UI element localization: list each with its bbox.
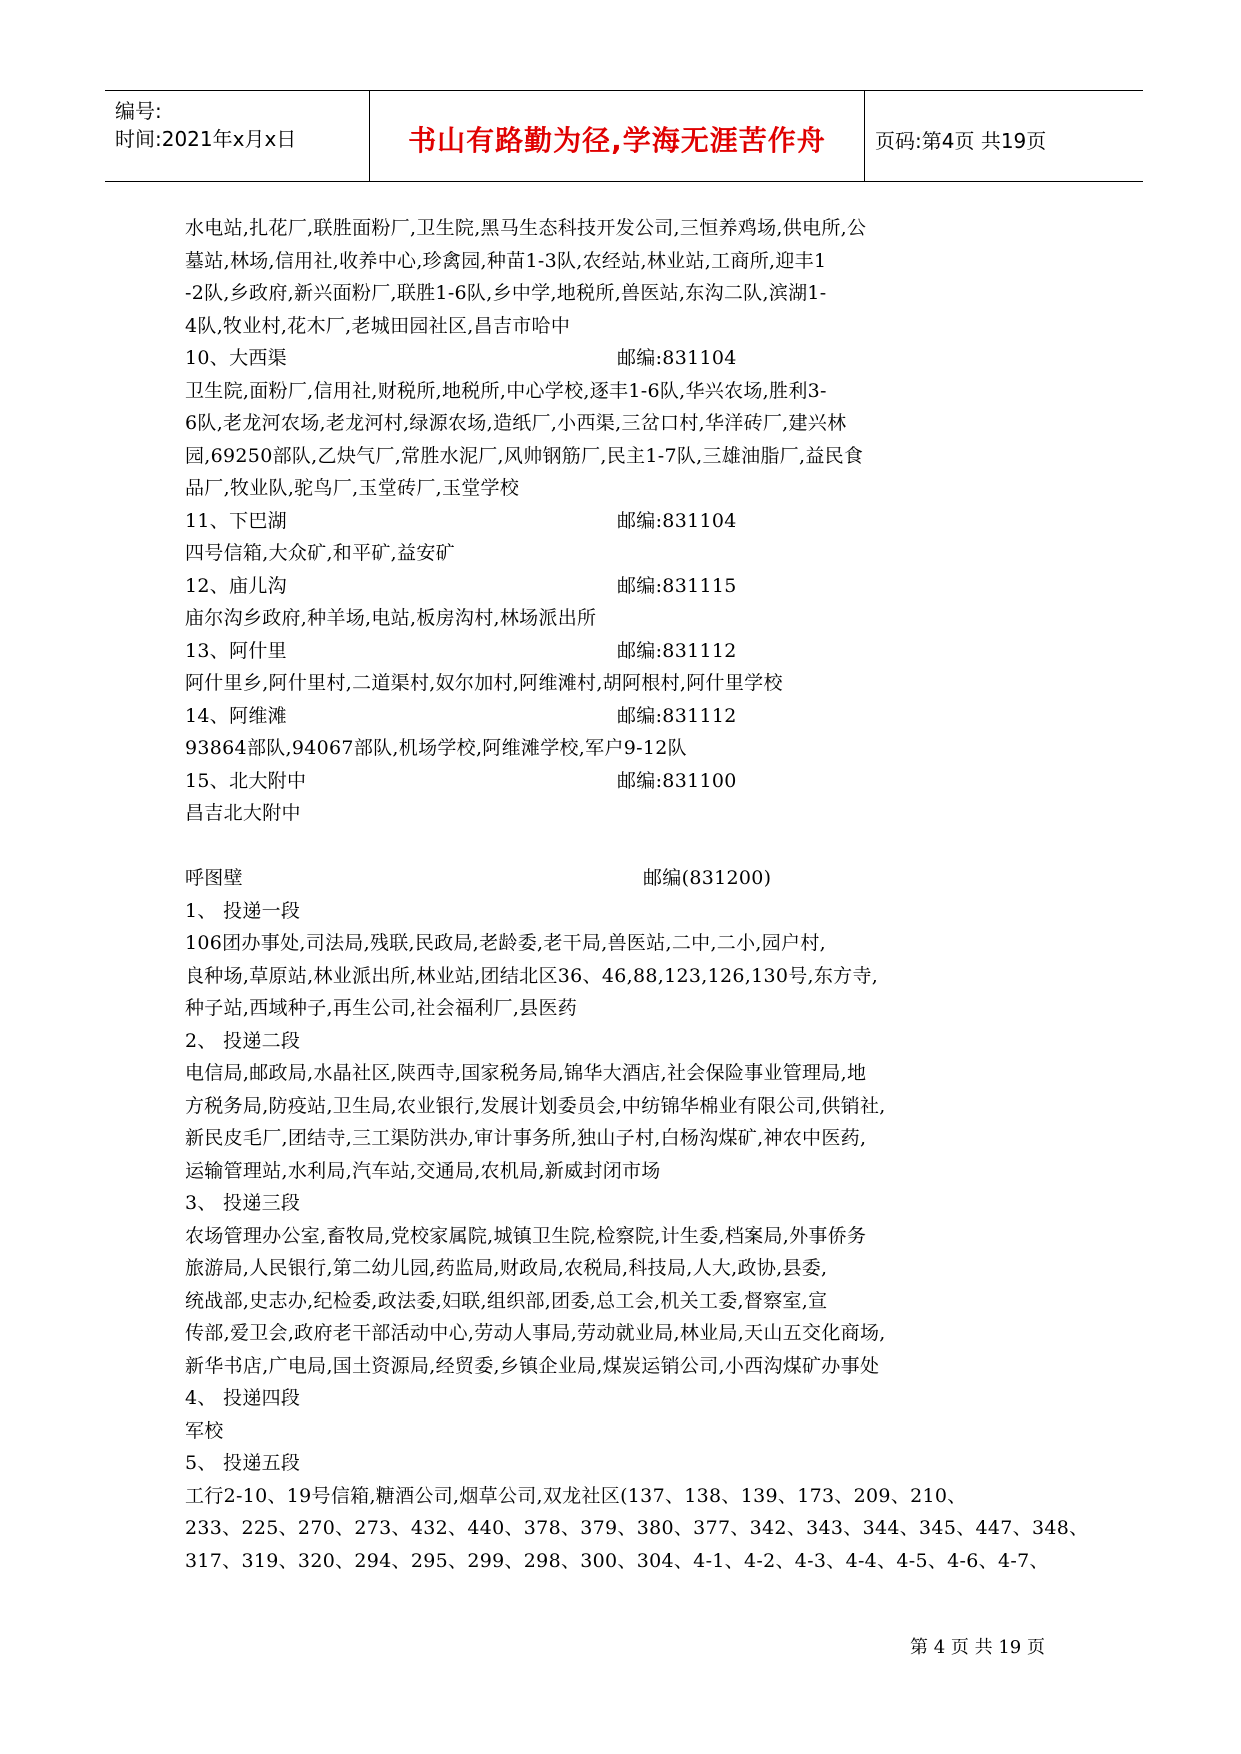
delivery-detail-line: 旅游局,人民银行,第二幼儿园,药监局,财政局,农税局,科技局,人大,政协,县委, <box>185 1257 828 1279</box>
delivery-detail-line: 233、225、270、273、432、440、378、379、380、377、342、343、344、345、447、348、 <box>185 1517 1089 1539</box>
region-heading <box>185 765 1085 798</box>
county-heading <box>185 862 1085 895</box>
region-heading <box>185 570 1085 603</box>
document-body <box>185 212 1089 1577</box>
region-detail-line: 6队,老龙河农场,老龙河村,绿源农场,造纸厂,小西渠,三岔口村,华洋砖厂,建兴林 <box>185 412 847 434</box>
region-detail-line: 93864部队,94067部队,机场学校,阿维滩学校,军户9-12队 <box>185 737 687 759</box>
delivery-detail-line: 运输管理站,水利局,汽车站,交通局,农机局,新威封闭市场 <box>185 1159 661 1182</box>
region-postcode: 邮编:831112 <box>617 639 737 662</box>
header-middle-cell <box>370 91 865 181</box>
delivery-segment-title: 3、 投递三段 <box>185 1192 301 1214</box>
delivery-detail-line: 新民皮毛厂,团结寺,三工渠防洪办,审计事务所,独山子村,白杨沟煤矿,神农中医药, <box>185 1127 867 1149</box>
blank-line <box>185 830 1085 863</box>
delivery-segment-title: 5、 投递五段 <box>185 1452 301 1474</box>
region-title: 10、大西渠 <box>185 347 287 369</box>
delivery-detail-line: 农场管理办公室,畜牧局,党校家属院,城镇卫生院,检察院,计生委,档案局,外事侨务 <box>185 1224 867 1247</box>
region-postcode: 邮编:831115 <box>617 574 737 597</box>
time-label: 时间:2021年x月x日 <box>115 127 297 151</box>
delivery-detail-line: 良种场,草原站,林业派出所,林业站,团结北区36、46,88,123,126,130号,东方寺, <box>185 964 879 987</box>
delivery-detail-line: 工行2-10、19号信箱,糖酒公司,烟草公司,双龙社区(137、138、139、173、209、210、 <box>185 1484 967 1507</box>
region-detail-line: 卫生院,面粉厂,信用社,财税所,地税所,中心学校,逐丰1-6队,华兴农场,胜利3- <box>185 379 827 402</box>
delivery-detail-line: 106团办事处,司法局,残联,民政局,老龄委,老干局,兽医站,二中,二小,园户村, <box>185 932 826 954</box>
delivery-segment-title: 4、 投递四段 <box>185 1387 301 1409</box>
delivery-segment-title: 1、 投递一段 <box>185 899 301 922</box>
region-title: 13、阿什里 <box>185 639 287 662</box>
delivery-detail-line: 传部,爱卫会,政府老干部活动中心,劳动人事局,劳动就业局,林业局,天山五交化商场, <box>185 1322 886 1344</box>
delivery-detail-line: 种子站,西域种子,再生公司,社会福利厂,县医药 <box>185 997 578 1019</box>
region-detail-line: 庙尔沟乡政府,种羊场,电站,板房沟村,林场派出所 <box>185 607 597 629</box>
number-label: 编号: <box>115 99 162 123</box>
region-title: 11、下巴湖 <box>185 509 287 532</box>
header-left-cell <box>105 91 370 181</box>
document-header <box>105 90 1143 182</box>
region-postcode: 邮编:831104 <box>617 509 737 532</box>
region-heading <box>185 700 1085 733</box>
motto-text: 书山有路勤为径,学海无涯苦作舟 <box>408 124 826 157</box>
body-line: 墓站,林场,信用社,收养中心,珍禽园,种苗1-3队,农经站,林业站,工商所,迎丰1 <box>185 249 827 272</box>
body-line: -2队,乡政府,新兴面粉厂,联胜1-6队,乡中学,地税所,兽医站,东沟二队,滨湖1- <box>185 282 827 304</box>
region-heading <box>185 635 1085 668</box>
header-right-cell <box>865 91 1143 181</box>
county-title: 呼图壁 <box>185 867 243 889</box>
region-detail-line: 园,69250部队,乙炔气厂,常胜水泥厂,风帅钢筋厂,民主1-7队,三雄油脂厂,益民食 <box>185 444 864 467</box>
page-code: 页码:第4页 共19页 <box>875 129 1047 153</box>
delivery-segment-title: 2、 投递二段 <box>185 1029 301 1052</box>
region-detail-line: 四号信箱,大众矿,和平矿,益安矿 <box>185 542 455 564</box>
region-heading <box>185 505 1085 538</box>
region-postcode: 邮编:831104 <box>617 347 737 369</box>
delivery-detail-line: 方税务局,防疫站,卫生局,农业银行,发展计划委员会,中纺锦华棉业有限公司,供销社, <box>185 1094 886 1117</box>
delivery-detail-line: 军校 <box>185 1419 224 1442</box>
county-postcode: 邮编(831200) <box>643 867 772 889</box>
region-heading <box>185 342 1085 375</box>
body-line: 水电站,扎花厂,联胜面粉厂,卫生院,黑马生态科技开发公司,三恒养鸡场,供电所,公 <box>185 217 867 239</box>
region-postcode: 邮编:831100 <box>617 769 737 792</box>
delivery-detail-line: 317、319、320、294、295、299、298、300、304、4-1、4-2、4-3、4-4、4-5、4-6、4-7、 <box>185 1549 1049 1572</box>
region-detail-line: 昌吉北大附中 <box>185 802 301 824</box>
region-detail-line: 阿什里乡,阿什里村,二道渠村,奴尔加村,阿维滩村,胡阿根村,阿什里学校 <box>185 672 783 694</box>
delivery-detail-line: 统战部,史志办,纪检委,政法委,妇联,组织部,团委,总工会,机关工委,督察室,宣 <box>185 1289 828 1312</box>
delivery-detail-line: 新华书店,广电局,国土资源局,经贸委,乡镇企业局,煤炭运销公司,小西沟煤矿办事处 <box>185 1354 880 1377</box>
body-line: 4队,牧业村,花木厂,老城田园社区,昌吉市哈中 <box>185 314 571 337</box>
page-footer: 第 4 页 共 19 页 <box>910 1637 1045 1658</box>
region-postcode: 邮编:831112 <box>617 704 737 727</box>
region-detail-line: 品厂,牧业队,驼鸟厂,玉堂砖厂,玉堂学校 <box>185 477 520 499</box>
delivery-detail-line: 电信局,邮政局,水晶社区,陕西寺,国家税务局,锦华大酒店,社会保险事业管理局,地 <box>185 1062 867 1084</box>
region-title: 14、阿维滩 <box>185 704 287 727</box>
region-title: 15、北大附中 <box>185 769 307 792</box>
region-title: 12、庙儿沟 <box>185 574 287 597</box>
